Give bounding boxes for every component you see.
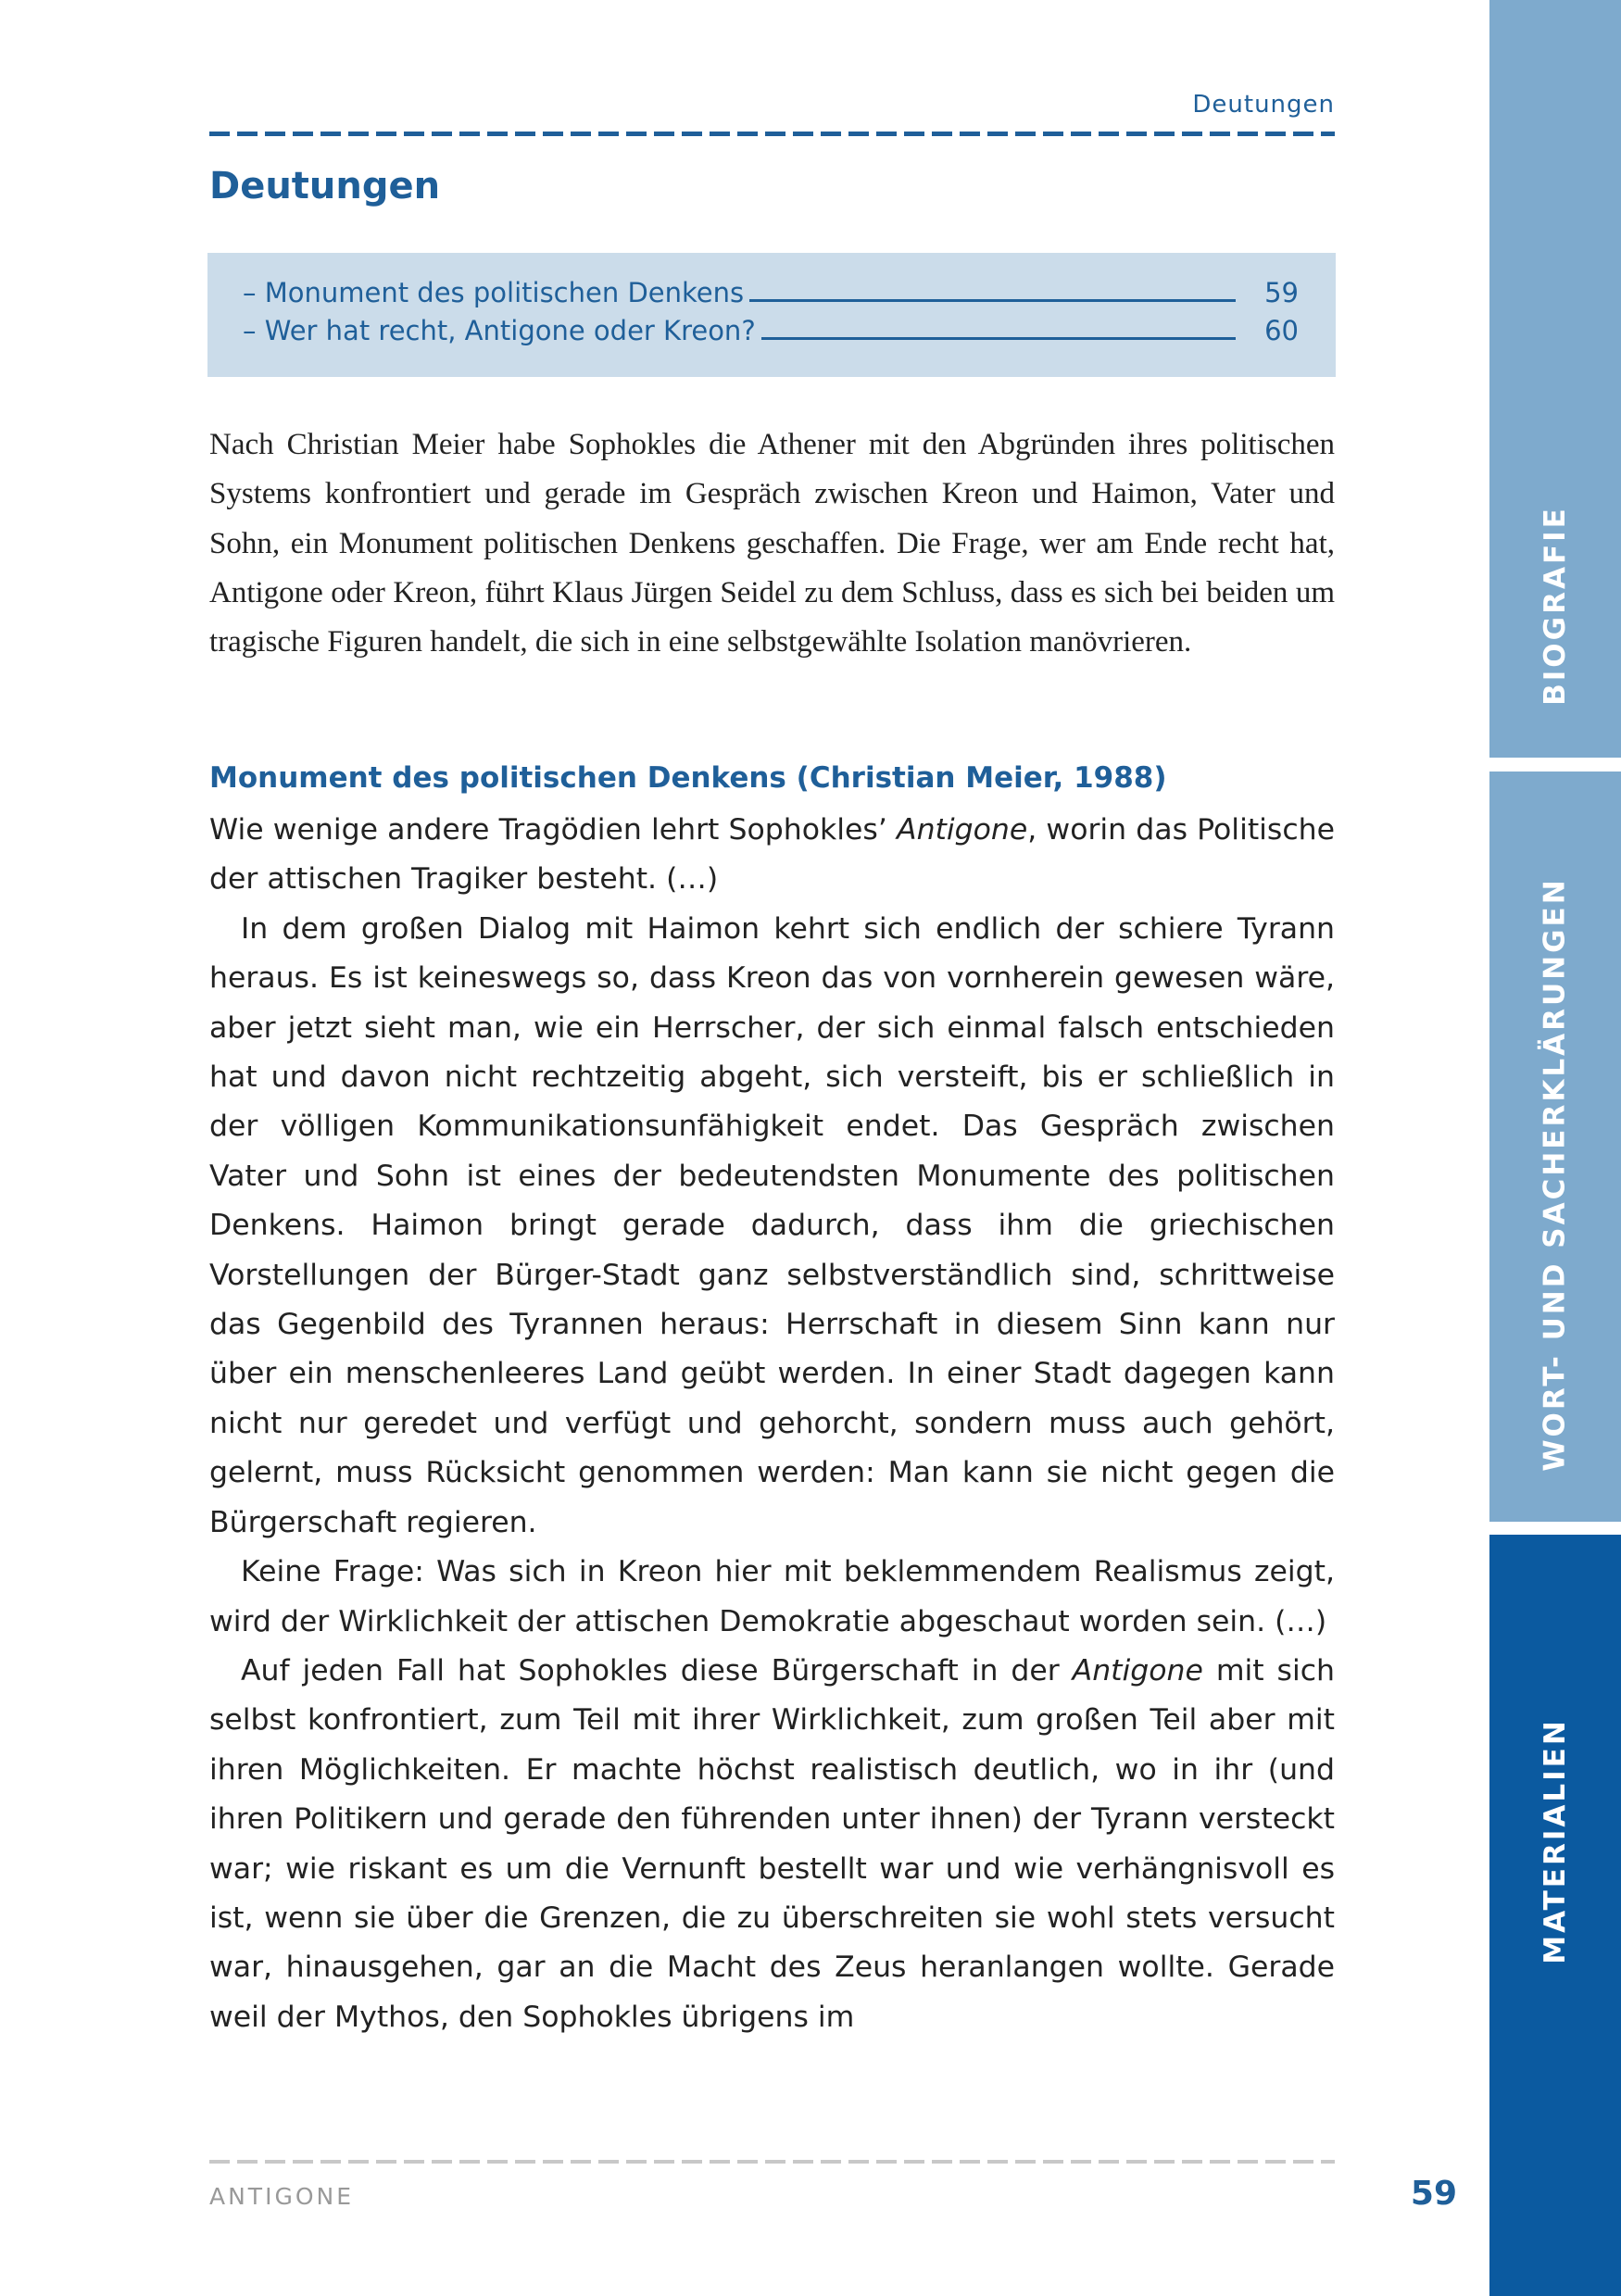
side-tab-label: WORT- UND SACHERKLÄRUNGEN [1539, 877, 1573, 1472]
toc-item[interactable] [243, 315, 1299, 346]
text: Wie wenige andere Tragödien lehrt Sophokles’ [209, 813, 898, 847]
side-tab-biografie[interactable] [1489, 0, 1621, 758]
italic-title: Antigone [1072, 1653, 1203, 1687]
footer-divider [209, 2160, 1335, 2164]
section-heading: Monument des politischen Denkens (Christian Meier, 1988) [209, 761, 1167, 795]
header-divider [209, 132, 1335, 136]
side-tab-wort-und-sacherklaerungen[interactable] [1489, 772, 1621, 1522]
paragraph: Keine Frage: Was sich in Kreon hier mit beklemmendem Realismus zeigt, wird der Wirklichkeit der attischen Demokratie abgeschaut worden sein. (…) [209, 1555, 1335, 1638]
toc-item-label: – Monument des politischen Denkens [243, 277, 745, 308]
toc-item-page: 59 [1264, 277, 1299, 308]
toc-item[interactable] [243, 277, 1299, 308]
toc-leader [749, 299, 1236, 302]
italic-title: Antigone [897, 813, 1028, 847]
intro-paragraph: Nach Christian Meier habe Sophokles die Athener mit den Abgründen ihres politischen Systems konfrontiert und gerade im Gespräch zwischen Kreon und Haimon, Vater und Sohn, ein Monument politischen Denkens geschaffen. Die Frage, wer am Ende recht hat, Antigone oder Kreon, führt Klaus Jürgen Seidel zu dem Schluss, dass es sich bei beiden um tragische Figuren handelt, die sich in eine selbstgewählte Isolation manövrieren. [209, 428, 1335, 659]
toc-item-label: – Wer hat recht, Antigone oder Kreon? [243, 315, 756, 346]
table-of-contents [207, 253, 1336, 377]
side-tab-label: BIOGRAFIE [1539, 506, 1572, 706]
toc-leader [761, 337, 1236, 340]
text: Auf jeden Fall hat Sophokles diese Bürgerschaft in der [241, 1653, 1073, 1687]
section-body [209, 806, 1335, 2042]
running-header: Deutungen [1192, 91, 1335, 119]
side-tab-materialien[interactable] [1489, 1535, 1621, 2296]
page-title: Deutungen [209, 165, 441, 207]
toc-item-page: 60 [1264, 315, 1299, 346]
paragraph [209, 1647, 1335, 2042]
side-tab-label: MATERIALIEN [1539, 1718, 1572, 1964]
text: mit sich selbst konfrontiert, zum Teil mit ihrer Wirklichkeit, zum großen Teil aber mit ihren Möglichkeiten. Er machte höchst realistisch deutlich, wo in ihr (und ihren Politikern und gerade den führenden unter ihnen) der Tyrann versteckt war; wie riskant es um die Vernunft bestellt war und wie verhängnisvoll es ist, wenn sie über die Grenzen, die zu überschreiten sie wohl stets versucht war, hinausgehen, gar an die Macht des Zeus heranlangen wollte. Gerade weil der Mythos, den Sophokles übrigens im [209, 1653, 1335, 2034]
paragraph [209, 806, 1335, 905]
text: , worin das Politische der attischen Tragiker besteht. (…) [209, 813, 1335, 897]
page-number: 59 [1410, 2175, 1457, 2213]
paragraph: In dem großen Dialog mit Haimon kehrt sich endlich der schiere Tyrann heraus. Es ist keineswegs so, dass Kreon das von vornherein gewesen wäre, aber jetzt sieht man, wie ein Herrscher, der sich einmal falsch entschieden hat und davon nicht rechtzeitig abgeht, sich versteift, bis er schließlich in der völligen Kommunikationsunfähigkeit endet. Das Gespräch zwischen Vater und Sohn ist eines der bedeutendsten Monumente des politischen Denkens. Haimon bringt gerade dadurch, dass ihm die griechischen Vorstellungen der Bürger-Stadt ganz selbstverständlich sind, schrittweise das Gegenbild des Tyrannen heraus: Herrschaft in diesem Sinn kann nur über ein menschenleeres Land geübt werden. In einer Stadt dagegen kann nicht nur geredet und verfügt und gehorcht, sondern muss auch gehört, gelernt, muss Rücksicht genommen werden: Man kann sie nicht gegen die Bürgerschaft regieren. [209, 911, 1335, 1539]
footer-book-title: ANTIGONE [209, 2183, 354, 2210]
